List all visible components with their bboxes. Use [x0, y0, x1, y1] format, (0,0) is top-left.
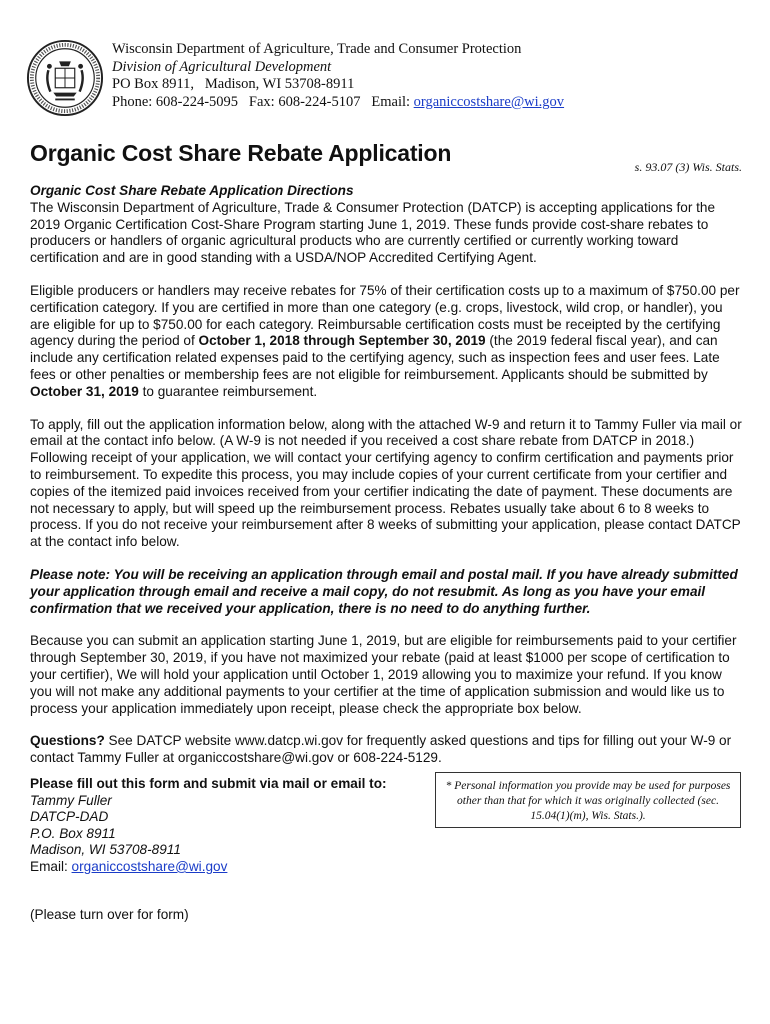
eligibility-text-c: to guarantee reimbursement.	[138, 383, 318, 399]
agency-address: PO Box 8911, Madison, WI 53708-8911	[112, 76, 355, 92]
contact-name: Tammy Fuller	[30, 792, 112, 808]
agency-contact	[112, 94, 564, 112]
paragraph-eligibility	[30, 283, 742, 401]
agency-name: Wisconsin Department of Agriculture, Trade and Consumer Protection	[112, 41, 522, 57]
paragraph-intro: The Wisconsin Department of Agriculture, Trade & Consumer Protection (DATCP) is accepting applications for the 2019 Organic Certification Cost-Share Program starting June 1, 2019. These funds provide cost-share rebates to producers or handlers of organic agricultural products who are currently certified or currently working toward certification and are in good standing with a USDA/NOP Accredited Certifying Agent.	[30, 199, 716, 266]
header-email-link[interactable]: organiccostshare@wi.gov	[413, 93, 565, 110]
contact-city: Madison, WI 53708-8911	[30, 842, 181, 858]
paragraph-how-to-apply: To apply, fill out the application information below, along with the attached W-9 and return it to Tammy Fuller via mail or email at the contact info below. (A W-9 is not needed if you received a cost share rebate from DATCP in 2018.) Following receipt of your application, we will contact your certifying agency to confirm certification and payments prior to reimbursement. To expedite this process, you may include copies of your current certificate from your certifier and copies of the itemized paid invoices received from your certifier indicating the date of payment. These documents are not necessary to apply, but will speed up the reimbursement process. Rebates usually take about 6 to 8 weeks to process. If you do not receive your reimbursement after 8 weeks of submitting your application, please contact DATCP at the contact info below.	[30, 416, 742, 550]
page-title: Organic Cost Share Rebate Application	[30, 140, 452, 166]
mail-lead: Please fill out this form and submit via mail or email to:	[30, 776, 387, 791]
privacy-notice-box: * Personal information you provide may be used for purposes other than that for which it was originally collected (sec. 15.04(1)(m), Wis. Stats.).	[435, 772, 741, 828]
division-name: Division of Agricultural Development	[112, 58, 332, 75]
eligibility-deadline: October 31, 2019	[30, 383, 139, 399]
phone-fax: Phone: 608-224-5095 Fax: 608-224-5107 Email:	[112, 93, 414, 110]
eligibility-text-b: (the 2019 federal fiscal year), and can include any certification related expenses paid to the certifying agency, such as inspection fees and user fees. Late fees or other penalties or membership fees are not eligible for reimbursement. Applicants should be submitted by	[30, 333, 720, 382]
directions-heading: Organic Cost Share Rebate Application Directions	[30, 183, 354, 198]
contact-email-link[interactable]: organiccostshare@wi.gov	[71, 858, 228, 874]
paragraph-timing: Because you can submit an application starting June 1, 2019, but are eligible for reimbursements paid to your certifier through September 30, 2019, if you have not maximized your rebate (paid at least $1000 per scope of certification to your certifier), We will hold your application until October 1, 2019 allowing you to maximize your refund. If you know you will not make any additional payments to your certifier at the time of application submission and would like us to process your application immediately upon receipt, please check the appropriate box below.	[30, 633, 737, 716]
agency-header	[112, 41, 564, 111]
contact-email	[30, 859, 387, 876]
mailing-instructions	[30, 776, 387, 876]
statute-reference: s. 93.07 (3) Wis. Stats.	[634, 160, 742, 174]
contact-email-label: Email:	[30, 858, 72, 874]
turnover-note: (Please turn over for form)	[30, 907, 189, 922]
questions-text: See DATCP website www.datcp.wi.gov for frequently asked questions and tips for filling out your W-9 or contact Tammy Fuller at organiccostshare@wi.gov or 608-224-5129.	[30, 733, 732, 766]
paragraph-questions	[30, 733, 742, 767]
contact-dept: DATCP-DAD	[30, 809, 109, 825]
paragraph-note: Please note: You will be receiving an application through email and postal mail. If you have already submitted your application through email and receive a mail copy, do not resubmit. As long as you have your email confirmation that we received your application, there is no need to do anything further.	[30, 566, 738, 616]
questions-label: Questions?	[30, 733, 105, 749]
state-seal-icon	[26, 39, 104, 117]
contact-pobox: P.O. Box 8911	[30, 825, 116, 841]
eligibility-period: October 1, 2018 through September 30, 2019	[198, 333, 486, 349]
eligibility-text-a: Eligible producers or handlers may receive rebates for 75% of their certification costs up to a maximum of $750.00 per certification category. If you are certified in more than one category (e.g. crops, livestock, wild crop, or handler), you are eligible for up to $750.00 for each category. Reimbursable certification costs must be receipted by the certifying agency during the period of	[30, 282, 740, 349]
directions-body	[30, 183, 742, 783]
